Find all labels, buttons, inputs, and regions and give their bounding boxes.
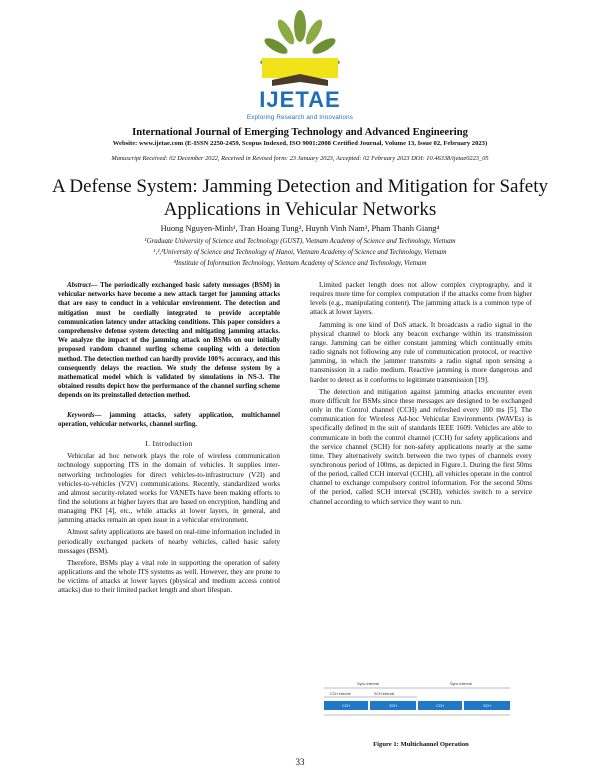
author-list: Huong Nguyen-Minh¹, Tran Hoang Tung², Huynh Vinh Nam³, Pham Thanh Giang⁴ — [160, 224, 440, 233]
section-heading: I. Introduction — [145, 439, 193, 449]
cch-slot-label: CCH — [342, 704, 350, 708]
body-paragraph: Therefore, BSMs play a vital role in supporting the operation of safety applications and the whole ITS systems as well. However, they are prone to be victims of attacks at lower layers (physical and medium access control attacks) due to their limited packet length and short lifespan. — [58, 558, 280, 595]
keywords-label: Keywords— — [67, 411, 102, 419]
figure-caption: Figure 1: Multichannel Operation — [373, 741, 469, 748]
journal-title: International Journal of Emerging Technology and Advanced Engineering — [132, 127, 468, 138]
affiliation-1: ¹Graduate University of Science and Technology (GUST), Vietnam Academy of Science and Technology, Vietnam — [144, 238, 456, 245]
abstract-text: The periodically exchanged basic safety messages (BSM) in vehicular networks have become a new attack target for jamming attacks that are easy to conduct in a vehicular environment. The detection and mitigation must be cordially integrated to provide acceptable communication latency under attacking conditions. This paper considers a comprehensive defense system detecting and mitigating jamming attacks. We analyze the impact of the jamming attack on BSMs on our initially proposed random channel surfing scheme coupling with a detection method. The detection method can hardly provide 100% accuracy, and this consequently delays the reaction. We study the defense system by a mathematical model which is validated by simulations in NS-3. The obtained results depict how the performance of the channel surfing scheme depends on its preinstalled detection method. — [58, 282, 280, 400]
body-paragraph: Jamming is one kind of DoS attack. It broadcasts a radio signal in the physical channel to block any beacon exchange within its transmission range. Jamming can be either constant jamming which continually emits radio signals not following any rule of communication protocol, or reactive jamming, in which the jammer transmits a radio signal upon sensing a transmission in a radio medium. Reactive jamming is more dangerous and harder to detect as it conforms to legitimate transmission [19]. — [310, 320, 532, 384]
logo-tagline: Exploring Research and Innovations — [246, 114, 354, 121]
manuscript-dates: Manuscript Received: 02 December 2022, Received in Revised form: 23 January 2023, Accepted: 02 February 2023 DOI: 10.46338/ijetae0223_05 — [111, 155, 489, 162]
affiliation-3: ⁴Institute of Information Technology, Vietnam Academy of Science and Technology, Vietnam — [173, 260, 427, 267]
cch-slot-label: CCH — [436, 704, 444, 708]
body-paragraph: Almost safety applications are based on real-time information included in periodically exchanged packets of nearby vehicles, called basic safety messages (BSM). — [58, 528, 280, 555]
sch-interval-label: SCH interval — [374, 692, 395, 696]
paper-title: A Defense System: Jamming Detection and Mitigation for Safety Applications in Vehicular Networks — [51, 176, 548, 220]
sync-interval-label: Sync interval — [357, 682, 379, 686]
abstract-label: Abstract— — [67, 282, 98, 289]
page-number: 33 — [295, 757, 305, 767]
journal-website: Website: www.ijetae.com (E-ISSN 2250-2459, Scopus Indexed, ISO 9001:2008 Certified Journal, Volume 13, Issue 02, February 2023) — [112, 140, 488, 147]
multichannel-diagram — [322, 679, 512, 719]
body-paragraph: The detection and mitigation against jamming attacks encounter even more difficult for BSMs since these messages are designed to be exchanged only in the Control channel (CCH) and refreshed every 100 ms [5]. The communication for Wireless Ad-hoc Vehicular Environments (WAVEs) is specifically defined in the suit of standards IEEE 1609. Vehicles are able to communicate in both the control channel (CCH) for safety applications and the service channel (SCH) for non-safety applications nearly at the same time. They alternatively switch between the two types of channels every synchronous period of 100ms, as depicted in Figure.1. During the first 50ms of the period, called CCH interval (CCHI), all vehicles operate in the control channel to exchange compulsory control information. For the second 50ms of the period, called SCH interval (SCHI), vehicles switch to a service channel according to which service they want to run. — [310, 387, 532, 506]
logo-wordmark: IJETAE — [259, 87, 341, 112]
left-column — [58, 281, 280, 596]
sch-slot-label: SCH — [483, 704, 491, 708]
right-column — [310, 281, 532, 507]
logo-leaf — [294, 10, 306, 42]
cch-interval-label: CCH interval — [330, 692, 351, 696]
sync-interval-label: Sync interval — [450, 682, 472, 686]
body-paragraph: Limited packet length does not allow complex cryptography, and it requires more time for complex computation if the attacks come from higher levels (e.g., manipulating content). The jamming attack is a common type of attack at lower layers. — [310, 281, 532, 317]
journal-logo — [228, 6, 372, 124]
logo-graphic — [228, 6, 372, 124]
keywords-text: jamming attacks, safety application, multichannel operation, vehicular networks, channel surfing. — [58, 411, 280, 428]
sch-slot-label: SCH — [389, 704, 397, 708]
abstract — [58, 281, 280, 401]
keywords — [58, 411, 280, 429]
affiliation-2: ¹,²,³University of Science and Technology of Hanoi, Vietnam Academy of Science and Technology, Vietnam — [153, 249, 447, 256]
body-paragraph: Vehicular ad hoc network plays the role of wireless communication technology supporting ITS in the domain of vehicles. It supplies inter-networking technologies for direct vehicles-to-infrastructure (V2I) and vehicles-to-vehicles (V2V) communications. Recently, standardized works and almost security-related works for VANETs have been making efforts to find the solutions at higher layers that are based on encryption, handling and managing PKI [4], etc., while attacks at lower layers, in general, and jamming attacks remain an open issue in a vehicular environment. — [58, 452, 280, 525]
figure-multichannel — [322, 679, 512, 719]
